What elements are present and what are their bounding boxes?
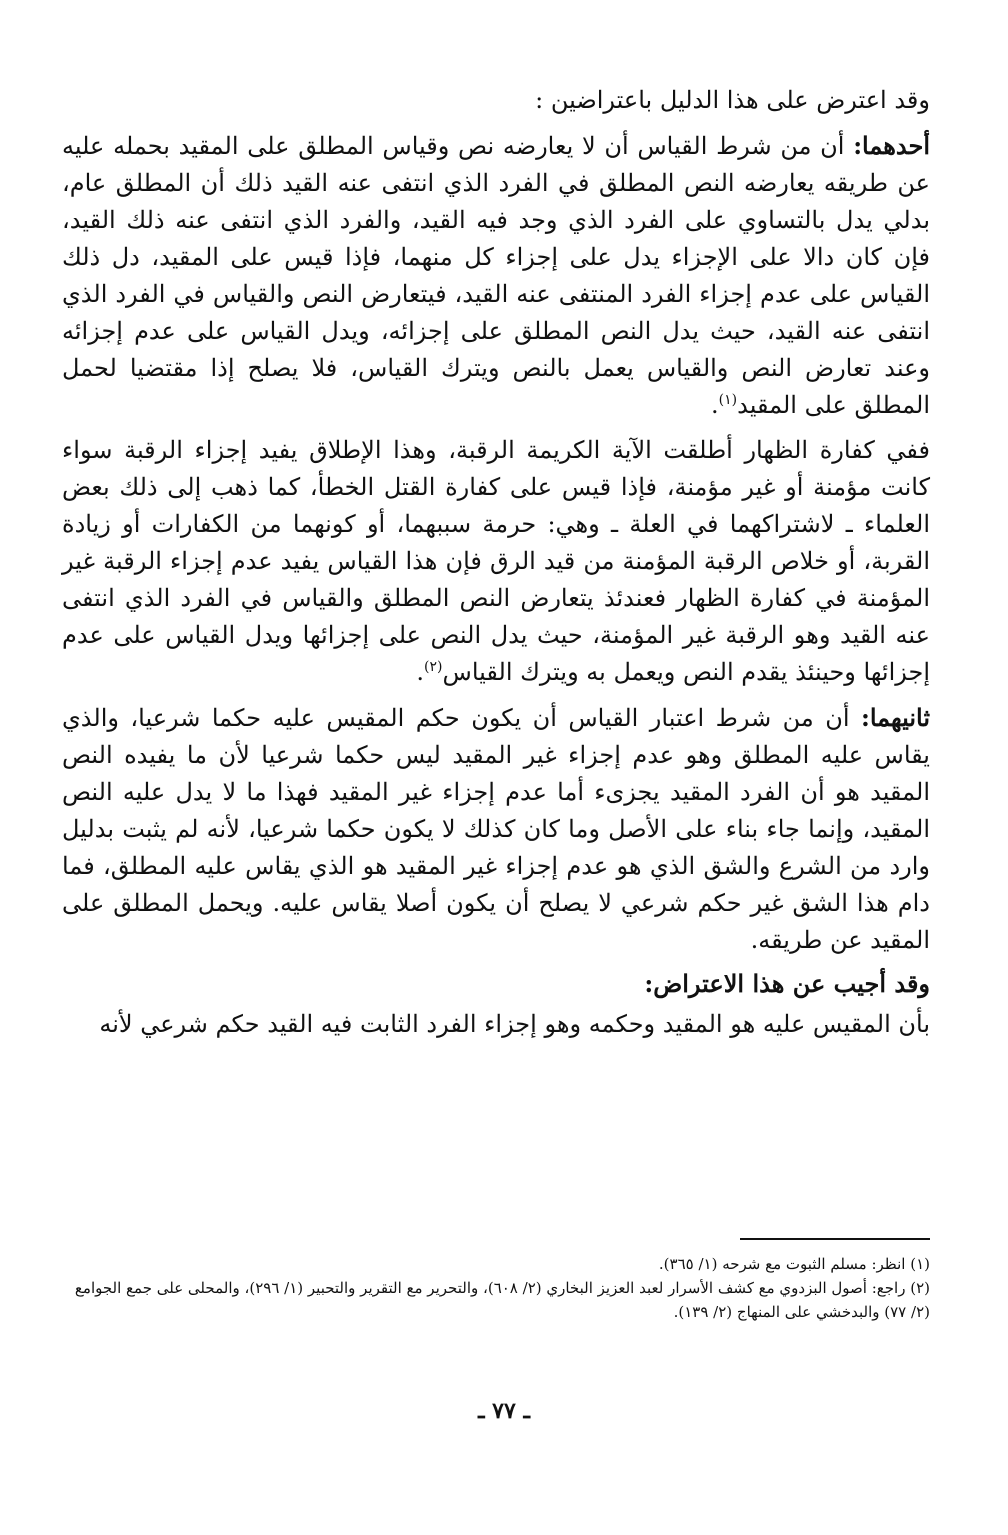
footnote-1: (١) انظر: مسلم الثبوت مع شرحه (١/ ٣٦٥).	[658, 1255, 930, 1273]
example-text: ففي كفارة الظهار أطلقت الآية الكريمة الرقبة، وهذا الإطلاق يفيد إجزاء الرقبة سواء كانت مؤمنة أو غير مؤمنة، فإذا قيس على كفارة القتل الخطأ، كما ذهب إلى ذلك بعض العلماء ـ لاشتراكهما في العلة ـ وهي: حرمة سببهما، أو كونهما من الكفارات أو زيادة القربة، أو خلاص الرقبة المؤمنة من قيد الرق فإن هذا القياس يفيد عدم إجزاء الرقبة غير المؤمنة في كفارة الظهار فعندئذ يتعارض النص المطلق والقياس في الفرد الذي انتفى عنه القيد وهو الرقبة غير المؤمنة، حيث يدل النص على إجزائها ويدل القياس على عدم إجزائها وحينئذ يقدم النص ويعمل به ويترك القياس	[62, 436, 930, 686]
second-objection-text: أن من شرط اعتبار القياس أن يكون حكم المقيس عليه حكما شرعيا، والذي يقاس عليه المطلق وهو عدم إجزاء غير المقيد ليس حكما شرعيا لأن ما يفيده النص المقيد هو أن الفرد المقيد يجزىء أما عدم إجزاء غير المقيد فهذا ما لا يدل عليه النص المقيد، وإنما جاء بناء على الأصل وما كان كذلك لا يكون حكما شرعيا، لأنه لم يثبت بدليل وارد من الشرع والشق الذي هو عدم إجزاء غير المقيد هو الذي يقاس عليه المطلق، فما دام هذا الشق غير حكم شرعي لا يصلح أن يكون أصلا يقاس عليه. ويحمل المطلق على المقيد عن طريقه.	[62, 704, 930, 954]
footnote-2: (٢) راجع: أصول البزدوي مع كشف الأسرار لعبد العزيز البخاري (٢/ ٦٠٨)، والتحرير مع التقرير والتحبير (١/ ٢٩٦)، والمحلى على جمع الجوامع (٢/ ٧٧) والبدخشي على المنهاج (٢/ ١٣٩).	[74, 1279, 930, 1321]
footnote-ref-1[interactable]: (١)	[718, 392, 738, 408]
footnote-divider	[740, 1238, 930, 1240]
intro-line: وقد اعترض على هذا الدليل باعتراضين :	[535, 86, 930, 114]
first-objection-label: أحدهما:	[853, 131, 930, 160]
paragraph-second-objection	[62, 699, 930, 959]
footnote-ref-2[interactable]: (٢)	[424, 659, 443, 675]
paragraph-answer: بأن المقيس عليه هو المقيد وحكمه وهو إجزاء الفرد الثابت فيه القيد حكم شرعي لأنه	[99, 1010, 930, 1038]
sentence-end: .	[711, 391, 719, 419]
first-objection-text: أن من شرط القياس أن لا يعارضه نص وقياس المطلق على المقيد بحمله عليه عن طريقه يعارضه النص المطلق في الفرد الذي انتفى عنه القيد ذلك أن المطلق عام، بدلي يدل بالتساوي على الفرد الذي وجد فيه القيد، والفرد الذي انتفى عنه ذلك القيد، فإن كان دالا على الإجزاء يدل على إجزاء كل منهما، فإذا قيس على المقيد، دل ذلك القياس على عدم إجزاء الفرد المنتفى عنه القيد، فيتعارض النص والقياس في الفرد الذي انتفى عنه القيد، حيث يدل النص المطلق على إجزائه، ويدل القياس على عدم إجزائه وعند تعارض النص والقياس يعمل بالنص ويترك القياس، فلا يصلح إذا مقتضيا لحمل المطلق على المقيد	[62, 132, 931, 419]
sentence-end: .	[416, 658, 425, 686]
answer-heading: وقد أجيب عن هذا الاعتراض:	[644, 969, 930, 998]
second-objection-label: ثانيهما:	[860, 703, 930, 732]
footnotes	[62, 1252, 930, 1324]
page-body	[62, 82, 930, 1043]
paragraph-first-objection	[62, 127, 930, 424]
page-number: ـ ٧٧ ـ	[478, 1398, 530, 1424]
paragraph-example	[62, 432, 930, 691]
